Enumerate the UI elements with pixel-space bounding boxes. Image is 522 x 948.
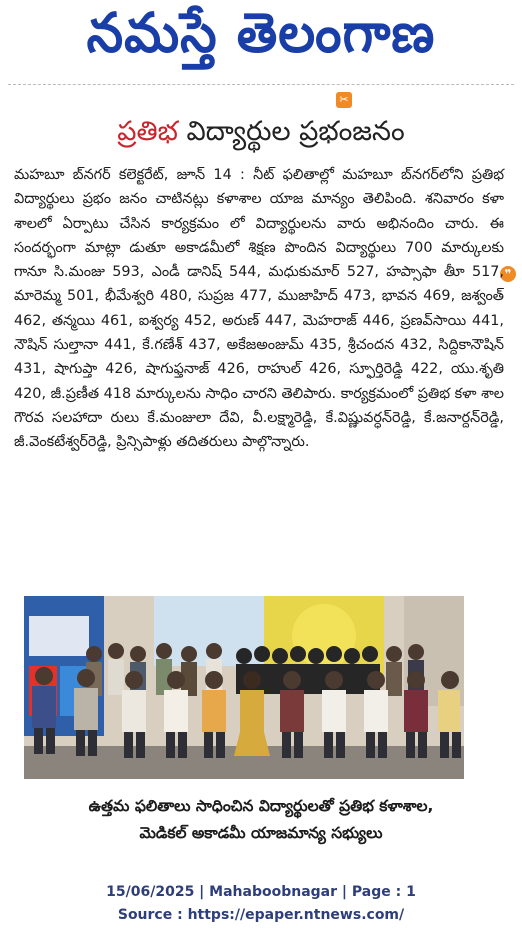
newspaper-logo: నమస్తే తెలంగాణ (86, 1, 436, 65)
headline-accent: ప్రతిభ (117, 116, 178, 147)
footer-source-line[interactable]: Source : https://epaper.ntnews.com/ (117, 907, 405, 923)
photo-caption (0, 793, 522, 847)
quote-icon[interactable]: ❞ (500, 266, 516, 282)
masthead (0, 1, 522, 76)
masthead-divider (8, 84, 514, 86)
footer-date-line: 15/06/2025 | Mahaboobnagar | Page : 1 (106, 884, 416, 900)
caption-line-1: ఉత్తమ ఫలితాలు సాధించిన విద్యార్థులతో ప్రతిభ కళాశాల, (88, 797, 434, 815)
caption-line-2: మెడికల్ అకాడమీ యాజమాన్య సభ్యులు (139, 824, 383, 842)
article-headline (0, 114, 522, 150)
group-photo (24, 596, 464, 779)
headline-rest: విద్యార్థుల ప్రభంజనం (177, 116, 405, 147)
source-footer (0, 881, 522, 927)
article-body: మహబూ బ్‌నగర్ కలెక్టరేట్, జూన్ 14 : నీట్ ఫలితాల్లో మహబూ బ్‌నగర్‌లోని ప్రతిభ విద్యార్థులు ప్రభం జనం చాటినట్లు కళాశాల యాజ మాన్యం తెలిపింది. శనివారం కళా శాలలో ఏర్పాటు చేసిన కార్యక్రమం లో విద్యార్థులను వారు అభినందిం చారు. ఈ సందర్భంగా మాట్లా డుతూ అకాడమీలో శిక్షణ పొందిన విద్యార్థులు 700 మార్కులకు గానూ సి.మంజు 593, ఎండీ డానిష్ 544, మధుకుమార్ 527, హప్సాఫా తీూ 517, మారెమ్మ 501, భీమేశ్వరి 480, సుప్రజ 477, ముజాహిద్ 473, భావన 469, జశ్వంత్ 462, తన్మయి 461, ఐశ్వర్య 452, అరుణ్ 447, మెహరాజ్ 446, ప్రణవ్‌సాయి 441, నౌషిన్ సుల్తానా 441, కే.గణేశ్ 437, అకేజఅంజుమ్ 435, శ్రీచందన 432, సిద్దికానౌషిన్ 431, షాగుప్తా 426, షాగుఫ్తనాజ్ 426, రాహుల్ 426, స్ఫూర్తిరెడ్డి 422, యు.శృతి 420, జీ.ప్రణీత 418 మార్కులను సాధిం చారని తెలిపారు. కార్యక్రమంలో ప్రతిభ కళా శాల గౌరవ సలహాదా రులు కే.మంజులా దేవి, వీ.లక్ష్మారెడ్డి, కే.విష్ణువర్ధన్‌రెడ్డి, కే.జనార్దన్‌రెడ్డి, జీ.వెంకటేశ్వర్‌రెడ్డి, ప్రిన్సిపాళ్లు తదితరులు పాల్గొన్నారు. (14, 167, 504, 451)
clip-icon[interactable]: ✂ (336, 92, 352, 108)
